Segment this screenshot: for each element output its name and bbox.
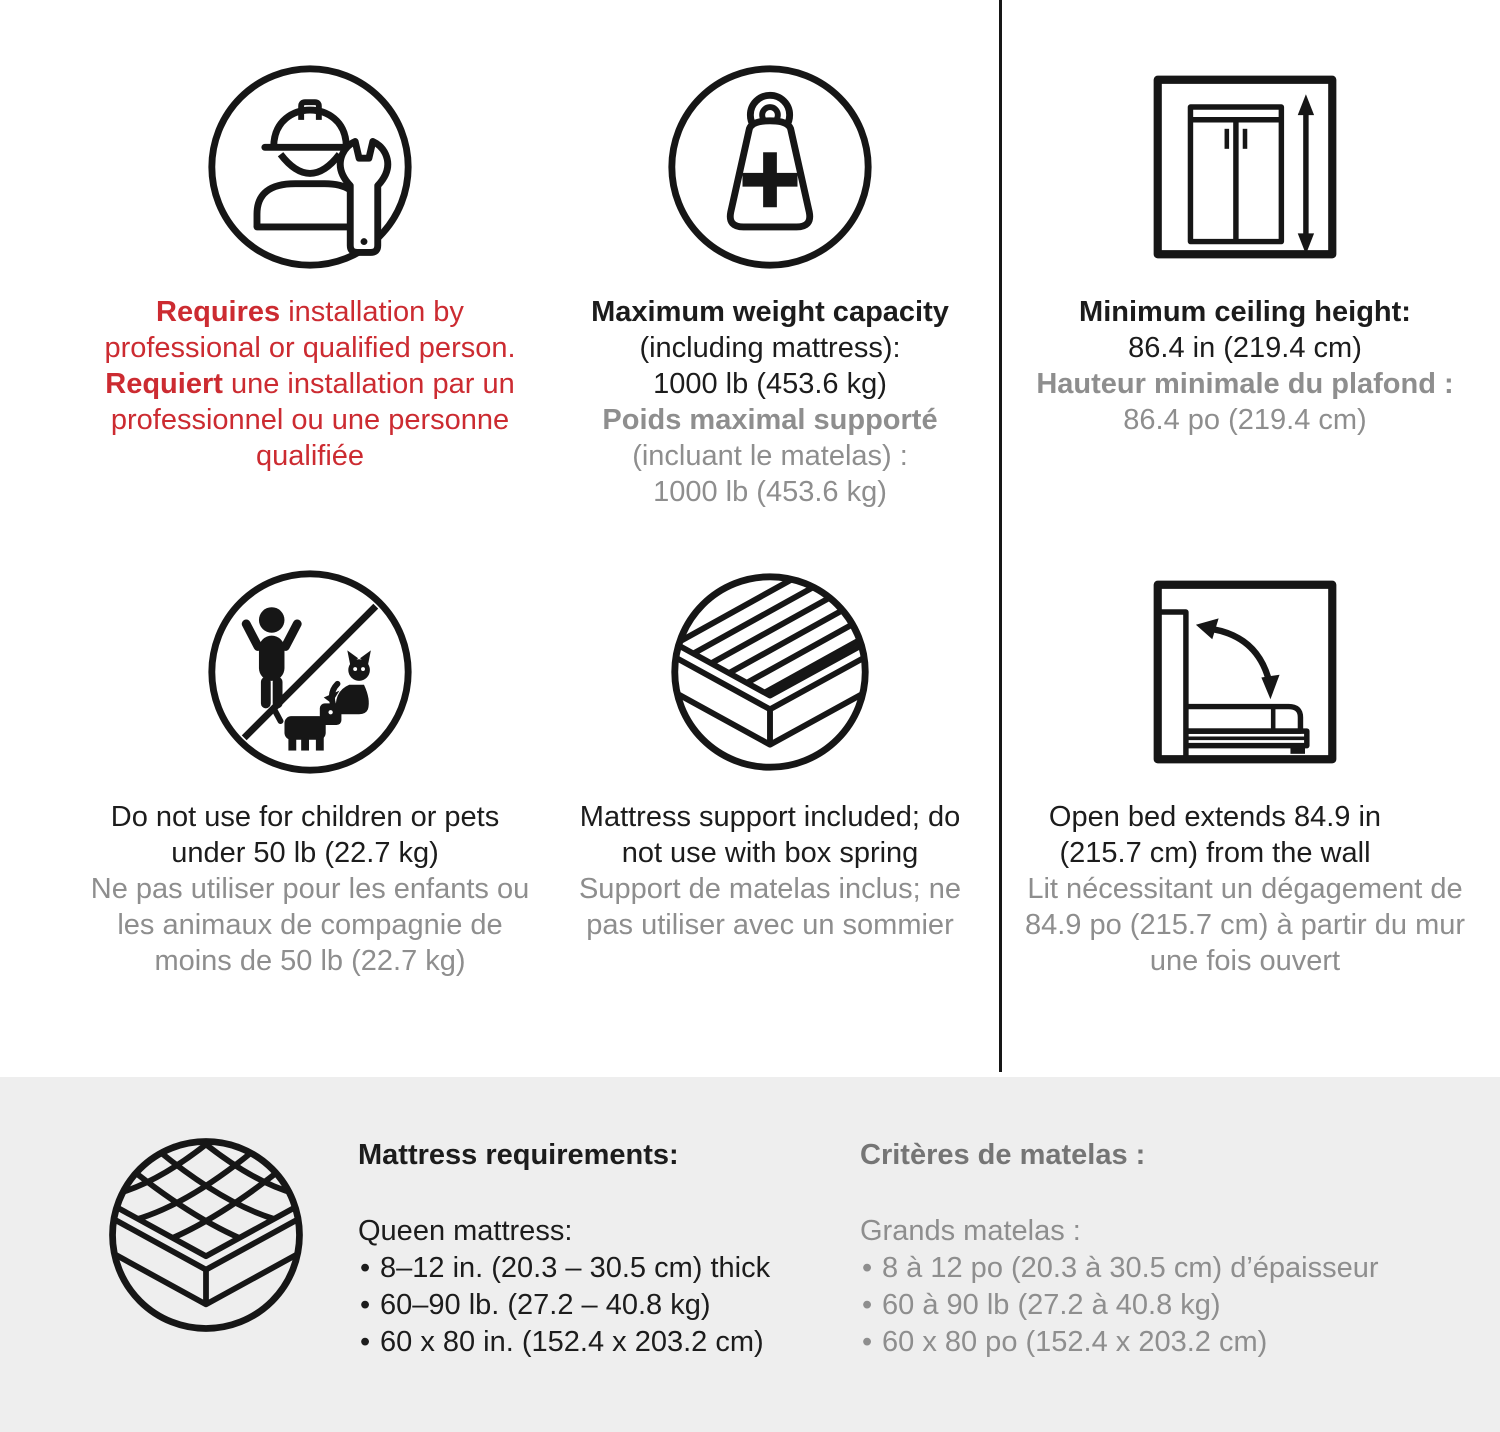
open-bed-text	[1024, 799, 1466, 979]
spec-ceiling-height	[1000, 0, 1500, 540]
mattress-req-fr-bullet-2: • 60 à 90 lb (27.2 à 40.8 kg)	[860, 1287, 1420, 1324]
mattress-requirements-section	[0, 1077, 1500, 1432]
spec-no-children-pets	[0, 540, 560, 1077]
open-bed-text-en: Open bed extends 84.9 in (215.7 cm) from the wall	[1048, 801, 1382, 869]
ceiling-height-icon	[1145, 58, 1345, 276]
ceiling-en-title: Minimum ceiling height:	[1079, 296, 1411, 328]
mattress-req-en-bullet-2: • 60–90 lb. (27.2 – 40.8 kg)	[358, 1287, 818, 1324]
installation-fr-bold: Requiert	[105, 368, 223, 400]
ceiling-fr-line1: 86.4 po (219.4 cm)	[1123, 404, 1367, 436]
mattress-req-fr-subtitle: Grands matelas :	[860, 1215, 1081, 1247]
slatted-support-icon	[662, 563, 878, 781]
open-bed-text-fr: Lit nécessitant un dégagement de 84.9 po (215.7 cm) à partir du mur une fois ouvert	[1024, 873, 1466, 977]
weight-fr-line2: 1000 lb (453.6 kg)	[653, 476, 887, 508]
children-pets-text-en: Do not use for children or pets under 50 lb (22.7 kg)	[110, 801, 500, 869]
children-pets-text-fr: Ne pas utiliser pour les enfants ou les animaux de compagnie de moins de 50 lb (22.7 kg)	[90, 873, 530, 977]
weight-en-line2: 1000 lb (453.6 kg)	[653, 368, 887, 400]
installation-en-bold: Requires	[156, 296, 281, 328]
ceiling-text	[1036, 294, 1453, 438]
mattress-support-text-fr: Support de matelas inclus; ne pas utiliser avec un sommier	[578, 873, 962, 941]
no-children-pets-icon	[202, 563, 418, 781]
weight-en-line1: (including mattress):	[639, 332, 901, 364]
installation-text	[84, 294, 536, 474]
spec-mattress-support	[560, 540, 1000, 1077]
mattress-req-fr	[860, 1137, 1420, 1361]
mattress-req-en-subtitle: Queen mattress:	[358, 1215, 573, 1247]
mattress-support-text-en: Mattress support included; do not use with box spring	[579, 801, 961, 869]
mattress-req-en-title: Mattress requirements:	[358, 1139, 679, 1171]
spec-weight-capacity	[560, 0, 1000, 540]
children-pets-text	[84, 799, 536, 979]
mattress-support-text	[560, 799, 980, 943]
weight-en-title: Maximum weight capacity	[591, 296, 949, 328]
spec-open-bed	[1000, 540, 1500, 1077]
installation-text-en	[84, 294, 536, 366]
vertical-divider	[999, 0, 1002, 1072]
mattress-req-en-bullet-3: • 60 x 80 in. (152.4 x 203.2 cm)	[358, 1324, 818, 1361]
mattress-req-en	[358, 1137, 818, 1361]
mattress-req-fr-bullet-1: • 8 à 12 po (20.3 à 30.5 cm) d’épaisseur	[860, 1250, 1420, 1287]
installer-icon	[202, 58, 418, 276]
ceiling-en-line1: 86.4 in (219.4 cm)	[1128, 332, 1362, 364]
mattress-icon	[100, 1129, 312, 1341]
installation-fr-rest: une installation par un professionnel ou une personne qualifiée	[110, 368, 515, 472]
mattress-req-fr-title: Critères de matelas :	[860, 1139, 1146, 1171]
weight-icon	[662, 58, 878, 276]
weight-text	[591, 294, 949, 510]
mattress-req-en-bullet-1: • 8–12 in. (20.3 – 30.5 cm) thick	[358, 1250, 818, 1287]
mattress-req-fr-bullet-3: • 60 x 80 po (152.4 x 203.2 cm)	[860, 1324, 1420, 1361]
spec-installation	[0, 0, 560, 540]
installation-text-fr	[84, 366, 536, 474]
weight-fr-line1: (incluant le matelas) :	[632, 440, 908, 472]
open-bed-icon	[1145, 563, 1345, 781]
ceiling-fr-title: Hauteur minimale du plafond :	[1036, 368, 1454, 400]
installation-en-rest: installation by professional or qualified person.	[104, 296, 516, 364]
weight-fr-title: Poids maximal supporté	[602, 404, 938, 436]
